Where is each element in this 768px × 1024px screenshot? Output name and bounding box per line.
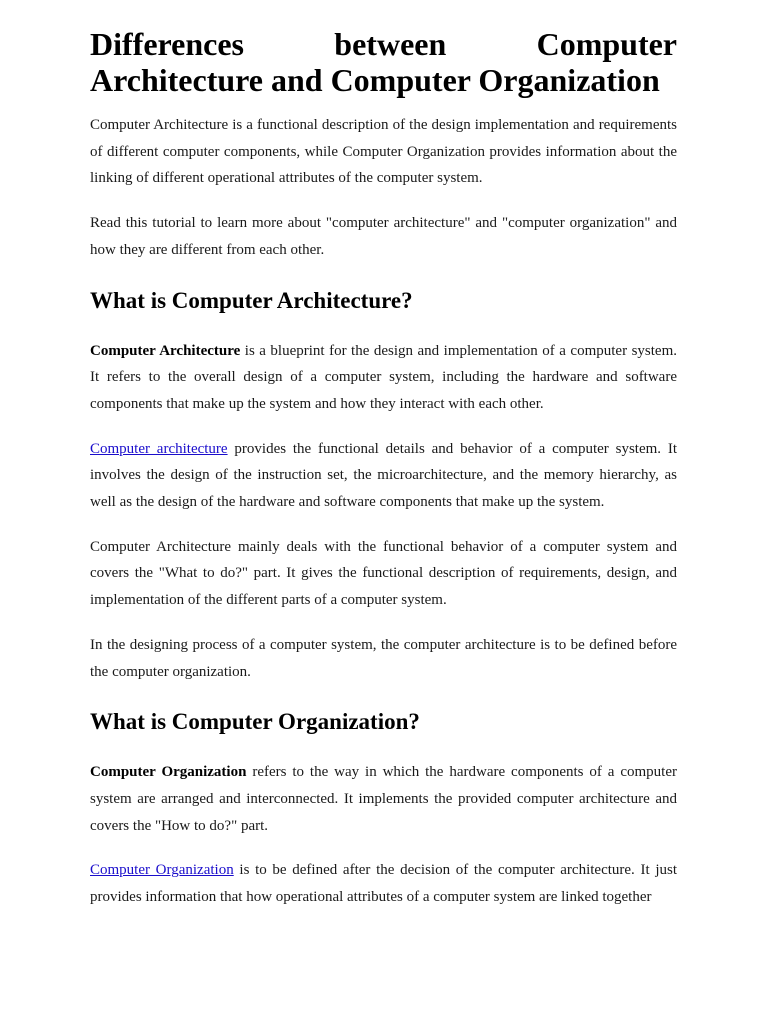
architecture-paragraph-3: Computer Architecture mainly deals with the functional behavior of a computer system and covers the "What to do?" part. It gives the functional description of requirements, design, and implementation of the different parts of a computer system. bbox=[90, 538, 677, 609]
article-body bbox=[90, 26, 677, 929]
organization-paragraph-1-text: refers to the way in which the hardware components of a computer system are arranged and interconnected. It implements the provided computer architecture and covers the "How to do?" part. bbox=[90, 764, 677, 834]
computer-organization-link[interactable]: Computer Organization bbox=[90, 862, 234, 879]
organization-heading: What is Computer Organization? bbox=[90, 709, 420, 735]
organization-term: Computer Organization bbox=[90, 764, 247, 781]
intro-paragraph-1: Computer Architecture is a functional description of the design implementation and requirements of different computer components, while Computer Organization provides information about the linking of different operational attributes of the computer system. bbox=[90, 117, 677, 187]
architecture-term: Computer Architecture bbox=[90, 342, 241, 359]
organization-paragraph-2 bbox=[90, 857, 677, 910]
page-title: Differences between Computer Architecture and Computer Organization bbox=[90, 26, 677, 98]
architecture-paragraph-4: In the designing process of a computer system, the computer architecture is to be defined before the computer organization. bbox=[90, 636, 677, 680]
architecture-heading: What is Computer Architecture? bbox=[90, 287, 413, 313]
architecture-paragraph-2-text: provides the functional details and behavior of a computer system. It involves the design of the instruction set, the microarchitecture, and the memory hierarchy, as well as the design of the hardware and software components that make up the system. bbox=[90, 440, 677, 511]
architecture-paragraph-2 bbox=[90, 436, 677, 516]
intro-paragraph-2: Read this tutorial to learn more about "computer architecture" and "computer organization" and how they are different from each other. bbox=[90, 215, 677, 258]
architecture-paragraph-1-text: is a blueprint for the design and implementation of a computer system. It refers to the overall design of a computer system, including the hardware and software components that make up the system and how they interact with each other. bbox=[90, 342, 677, 412]
computer-architecture-link[interactable]: Computer architecture bbox=[90, 440, 228, 457]
organization-paragraph-2-text: is to be defined after the decision of the computer architecture. It just provides information that how operational attributes of a computer system are linked together bbox=[90, 862, 677, 906]
organization-paragraph-1 bbox=[90, 759, 677, 839]
architecture-paragraph-1 bbox=[90, 338, 677, 418]
